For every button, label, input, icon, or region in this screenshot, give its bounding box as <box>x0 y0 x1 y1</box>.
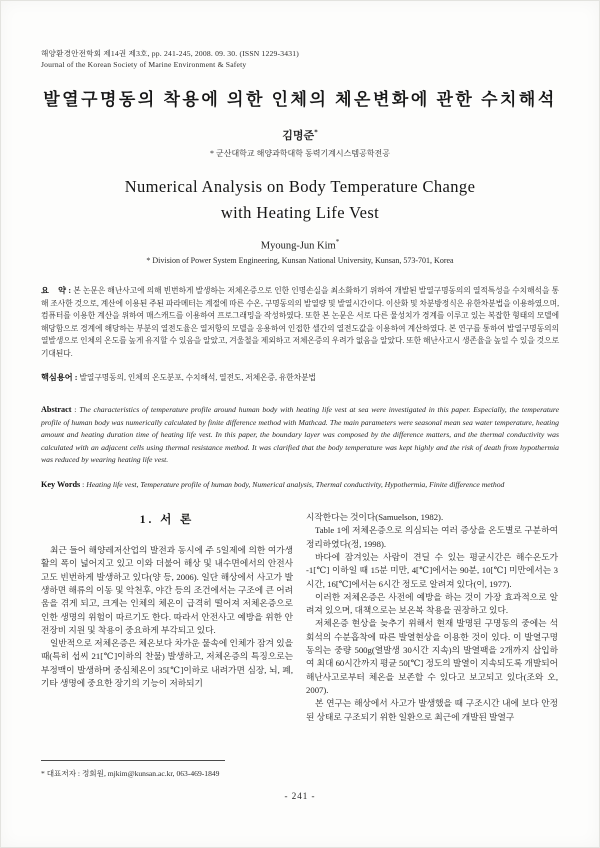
journal-header <box>41 48 559 70</box>
author-korean-mark: * <box>314 128 318 137</box>
author-korean <box>41 127 559 143</box>
paper-title-english-line1: Numerical Analysis on Body Temperature Change <box>124 177 476 196</box>
footnote-text: * 대표저자 : 정회원, mjkim@kunsan.ac.kr, 063-469-1849 <box>41 769 220 778</box>
author-english-mark: * <box>335 237 340 246</box>
body-columns <box>41 511 559 743</box>
affiliation-korean: * 군산대학교 해양과학대학 동력기계시스템공학전공 <box>209 149 390 158</box>
author-english <box>41 238 559 252</box>
keywords-english-text: Heating life vest, Temperature profile of human body, Numerical analysis, Thermal conductivity, Hypothermia, Finite difference method <box>86 479 505 489</box>
left-column <box>41 511 293 743</box>
affiliation-english: * Division of Power System Engineering, Kunsan National University, Kunsan, 573-701, Korea <box>146 256 454 266</box>
intro-paragraph: 본 연구는 해상에서 사고가 발생했을 때 구조시간 내에 보다 안정된 상태로 구조되기 위한 일환으로 최근에 개발된 발열구 <box>306 698 558 722</box>
paper-title-english-line2: with Heating Life Vest <box>220 203 380 223</box>
abstract-english-text: The characteristics of temperature profile around human body with heating life vest at sea were investigated in this paper. Especially, the temperature profile of human body was numerically calculated by finite difference method with Mathcad. The main parameters were seasonal mean sea water temperature, heating amount and heating duration time of heating life vest. In this paper, the boundary layer was composed by the difference matters, and the thermal conductivity was calculated with an adjacent cells using thermal resistance method. It was clarified that the body temperature was kept highly and the risk of death from hypothermia was reduced by wearing heating life vest. <box>41 405 559 465</box>
intro-paragraph: 최근 들어 해양레저산업의 발전과 동시에 주 5일제에 의한 여가생활의 폭이 넓어지고 있고 이와 더불어 해상 및 내수면에서의 안전사고도 빈번하게 발생하고 있다(양 등, 2006). 일단 해상에서 사고가 발생하면 해류의 이동 및 악천후, 야간 등의 조건에서는 구조에 큰 어려움을 겪게 되고, 크게는 인체의 체온이 급격히 떨어져 저체온증으로 인한 생명의 위험이 따르기도 한다. 따라서 안전사고 예방을 위한 안전장비 지원 및 착용이 중요하게 부각되고 있다. <box>41 545 293 635</box>
keywords-korean-text: 발열구명동의, 인체의 온도분포, 수치해석, 열전도, 저체온증, 유한차분법 <box>79 373 316 383</box>
right-column <box>306 511 558 743</box>
abstract-korean-label: 요 약 <box>41 286 67 296</box>
paper-title-english <box>41 174 559 227</box>
keywords-korean <box>41 371 559 384</box>
author-english-name: Myoung-Jun Kim <box>260 240 336 252</box>
paper-title-korean: 발열구명동의 착용에 의한 인체의 체온변화에 관한 수치해석 <box>43 90 557 109</box>
abstract-english-separator: : <box>71 405 80 415</box>
corresponding-author-footnote <box>41 760 293 779</box>
footnote-divider <box>41 760 225 761</box>
intro-paragraph: Table 1에 저체온증으로 의심되는 여러 증상을 온도별로 구분하여 정리하였다(정, 1998). <box>306 525 558 549</box>
intro-paragraph: 저체온증 현상을 늦추기 위해서 현재 발명된 구명동의 중에는 석회석의 수분흡착에 따른 발열현상을 이용한 것이 있다. 이 발열구명동의는 중량 500g(열발생 30시간 지속)의 발열팩을 2개까지 삽입하여 최대 60시간까지 평균 50[℃] 정도의 발열이 지속되도록 개발되어 해난사고로부터 체온을 보존할 수 있다고 보고되고 있다(조와 오, 2007). <box>306 618 558 695</box>
section-heading-introduction: 1. 서 론 <box>139 514 195 527</box>
keywords-english <box>41 478 559 491</box>
intro-paragraph: 이러한 저체온증은 사전에 예방을 하는 것이 가장 효과적으로 알려져 있으며, 대책으로는 보온복 착용을 권장하고 있다. <box>306 591 558 616</box>
journal-issue-info: 해양환경안전학회 제14권 제3호, pp. 241-245, 2008. 09. 30. (ISSN 1229-3431) <box>41 49 299 58</box>
intro-paragraph: 시작한다는 것이다(Samuelson, 1982). <box>306 512 444 523</box>
abstract-english-label: Abstract <box>41 405 72 415</box>
intro-paragraph: 바다에 잠겨있는 사람이 견딜 수 있는 평균시간은 해수온도가 -1[℃] 이하일 때 15분 미만, 4[℃]에서는 90분, 10[℃] 미만에서는 3시간, 16[℃]에서는 6시간 정도로 알려져 있다(이, 1977). <box>306 551 558 589</box>
intro-paragraph: 일반적으로 저체온증은 체온보다 차가운 물속에 인체가 잠겨 있을 때(특히 섭씨 21[℃]이하의 찬물) 발생하고, 저체온증의 특징으로는 부정맥이 발생하며 중심체온이 35[℃]이하로 내려가면 심장, 뇌, 폐, 기타 생명에 중요한 장기의 기능이 저하되기 <box>41 638 293 689</box>
keywords-korean-separator: : <box>72 373 80 383</box>
abstract-korean <box>41 284 559 360</box>
abstract-korean-separator: : <box>66 286 74 296</box>
author-korean-name: 김명준 <box>282 130 315 142</box>
keywords-english-separator: : <box>80 479 87 489</box>
page-number: - 241 - <box>284 791 316 801</box>
abstract-korean-text: 본 논문은 해난사고에 의해 빈번하게 발생하는 저체온증으로 인한 인명손실을 최소화하기 위하여 개발된 발열구명동의의 열적특성을 수치해석을 통해 조사한 것으로, 계산에 이용된 주된 파라메터는 계절에 따른 수온, 구명동의의 발열량 및 발열시간이다. 이산화 및 차분방정식은 유한차분법을 이용하였으며, 컴퓨터를 이용한 계산을 위하여 매스캐드를 이용하여 프로그래밍을 작성하였다. 또한 본 논문은 서로 다른 물성치가 경계를 이루고 있는 복잡한 형태의 모델에 해당함으로 경계에 해당하는 부분의 열전도율은 열저항의 모델을 응용하여 인접한 셀간의 열전도값을 이용하여 계산하였다. 본 연구를 통하여 발열구명동의의 열발생으로 인체의 온도를 높게 유지할 수 있음을 알았고, 겨울철을 제외하고 저체온증의 우려가 없음을 알았다. 또한 해난사고시 생존율을 높일 수 있을 것으로 기대된다. <box>41 286 559 358</box>
journal-name: Journal of the Korean Society of Marine Environment & Safety <box>41 60 247 69</box>
keywords-english-label: Key Words <box>41 479 81 489</box>
abstract-english <box>41 403 559 466</box>
keywords-korean-label: 핵심용어 <box>41 373 73 383</box>
